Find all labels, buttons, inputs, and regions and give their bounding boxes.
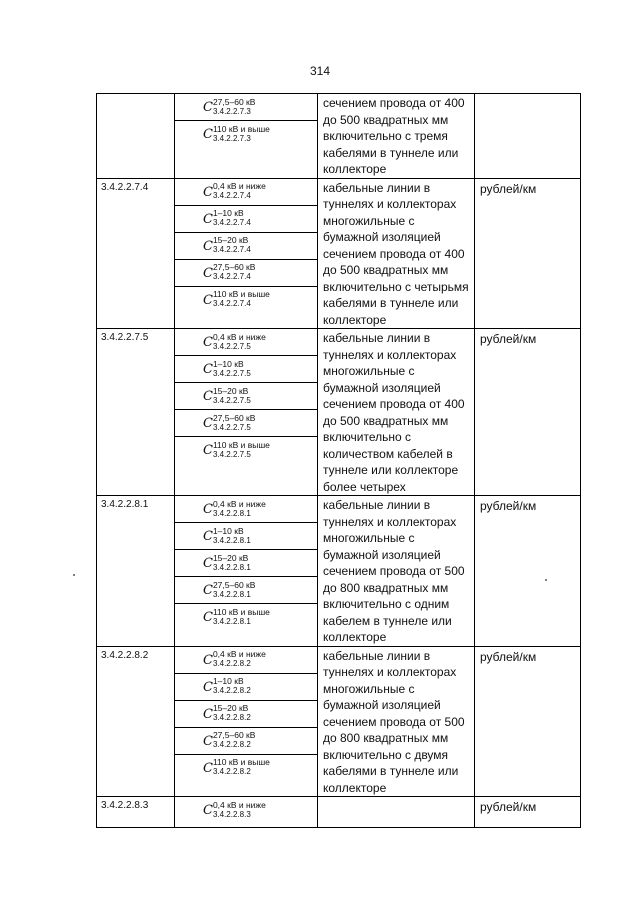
symbol-cell [175, 646, 318, 797]
tariff-symbol [175, 260, 317, 287]
row-unit: рублей/км [475, 178, 581, 329]
symbol-voltage: 27,5–60 кВ [212, 412, 256, 423]
table-row [97, 329, 581, 496]
symbol-index: 3.4.2.2.7.5 [212, 395, 251, 405]
row-unit: рублей/км [475, 329, 581, 496]
symbol-letter: C [203, 529, 213, 544]
row-code: 3.4.2.2.8.1 [97, 496, 175, 647]
symbol-index: 3.4.2.2.8.1 [212, 589, 251, 599]
symbol-voltage: 27,5–60 кВ [212, 579, 256, 590]
symbol-letter: C [203, 502, 213, 517]
symbol-index: 3.4.2.2.7.5 [212, 368, 251, 378]
tariff-symbol [175, 329, 317, 356]
tariff-symbol [175, 604, 317, 640]
symbol-letter: C [203, 610, 213, 625]
tariff-symbol [175, 94, 317, 121]
symbol-cell [175, 329, 318, 496]
symbol-letter: C [203, 706, 213, 722]
symbol-letter: C [203, 733, 213, 749]
symbol-cell [175, 797, 318, 828]
symbol-cell [175, 496, 318, 647]
symbol-voltage: 0,4 кВ и ниже [212, 498, 266, 509]
tariff-symbol [175, 383, 317, 410]
tariff-symbol [175, 496, 317, 523]
symbol-index: 3.4.2.2.7.4 [212, 272, 251, 281]
symbol-index: 3.4.2.2.8.3 [212, 809, 251, 819]
symbol-voltage: 110 кВ и выше [212, 123, 270, 134]
tariff-symbol [175, 523, 317, 550]
tariff-table [96, 93, 581, 828]
symbol-letter: C [203, 679, 213, 695]
symbol-voltage: 110 кВ и выше [212, 439, 270, 450]
symbol-voltage: 0,4 кВ и ниже [212, 799, 266, 810]
symbol-letter: C [203, 211, 213, 227]
row-description [318, 797, 475, 828]
symbol-voltage: 110 кВ и выше [212, 757, 270, 767]
symbol-index: 3.4.2.2.7.3 [212, 106, 251, 116]
symbol-letter: C [203, 416, 213, 431]
row-code: 3.4.2.2.7.5 [97, 329, 175, 496]
row-code [97, 94, 175, 179]
symbol-index: 3.4.2.2.7.4 [212, 299, 251, 308]
tariff-symbol [175, 121, 317, 176]
symbol-letter: C [203, 443, 213, 458]
symbol-index: 3.4.2.2.7.5 [212, 341, 251, 351]
symbol-index: 3.4.2.2.7.5 [212, 449, 251, 459]
tariff-symbol [175, 179, 317, 206]
tariff-symbol [175, 550, 317, 577]
symbol-voltage: 0,4 кВ и ниже [212, 331, 266, 342]
symbol-voltage: 15–20 кВ [212, 703, 249, 713]
row-code: 3.4.2.2.8.3 [97, 797, 175, 828]
symbol-index: 3.4.2.2.8.2 [212, 659, 251, 668]
symbol-index: 3.4.2.2.8.2 [212, 740, 251, 749]
tariff-symbol [175, 233, 317, 260]
symbol-voltage: 1–10 кВ [212, 676, 244, 686]
symbol-voltage: 1–10 кВ [212, 208, 244, 218]
row-unit: рублей/км [475, 496, 581, 647]
symbol-voltage: 27,5–60 кВ [212, 730, 256, 740]
symbol-voltage: 1–10 кВ [212, 525, 244, 536]
tariff-symbol [175, 287, 317, 326]
symbol-index: 3.4.2.2.7.4 [212, 245, 251, 254]
symbol-voltage: 27,5–60 кВ [212, 262, 256, 272]
row-description: сечением провода от 400 до 500 квадратных мм включительно с тремя кабелями в туннеле или коллекторе [318, 94, 475, 179]
symbol-voltage: 1–10 кВ [212, 358, 244, 369]
symbol-letter: C [203, 583, 213, 598]
table-row [97, 496, 581, 647]
symbol-index: 3.4.2.2.7.4 [212, 191, 251, 200]
page-number: 314 [309, 64, 331, 78]
symbol-letter: C [203, 292, 213, 308]
table-row [97, 178, 581, 329]
scan-speck [545, 579, 547, 581]
tariff-symbol [175, 674, 317, 701]
row-unit: рублей/км [475, 797, 581, 828]
symbol-letter: C [203, 556, 213, 571]
symbol-index: 3.4.2.2.8.2 [212, 686, 251, 695]
symbol-letter: C [203, 238, 213, 254]
symbol-index: 3.4.2.2.8.1 [212, 508, 251, 518]
symbol-index: 3.4.2.2.8.2 [212, 767, 251, 776]
symbol-voltage: 15–20 кВ [212, 235, 249, 245]
symbol-voltage: 27,5–60 кВ [212, 96, 256, 107]
tariff-symbol [175, 577, 317, 604]
symbol-letter: C [203, 335, 213, 350]
symbol-letter: C [203, 184, 213, 200]
row-code: 3.4.2.2.7.4 [97, 178, 175, 329]
row-description: кабельные линии в туннелях и коллекторах многожильные с бумажной изоляцией сечением провода от 400 до 500 квадратных мм включительно с количеством кабелей в туннеле или коллекторе более четырех [318, 329, 475, 496]
symbol-index: 3.4.2.2.8.2 [212, 713, 251, 722]
symbol-index: 3.4.2.2.7.4 [212, 218, 251, 227]
tariff-symbol [175, 797, 317, 827]
symbol-letter: C [203, 652, 213, 668]
symbol-letter: C [203, 760, 213, 776]
row-unit: рублей/км [475, 646, 581, 797]
symbol-cell [175, 178, 318, 329]
symbol-index: 3.4.2.2.8.1 [212, 562, 251, 572]
table-row [97, 797, 581, 828]
row-description: кабельные линии в туннелях и коллекторах многожильные с бумажной изоляцией сечением провода от 500 до 800 квадратных мм включительно с одним кабелем в туннеле или коллекторе [318, 496, 475, 647]
tariff-symbol [175, 701, 317, 728]
symbol-letter: C [203, 389, 213, 404]
row-description: кабельные линии в туннелях и коллекторах многожильные с бумажной изоляцией сечением провода от 500 до 800 квадратных мм включительно с двумя кабелями в туннеле или коллекторе [318, 646, 475, 797]
symbol-index: 3.4.2.2.8.1 [212, 616, 251, 626]
tariff-symbol [175, 206, 317, 233]
symbol-index: 3.4.2.2.8.1 [212, 535, 251, 545]
scan-speck [73, 574, 75, 576]
symbol-index: 3.4.2.2.7.3 [212, 133, 251, 143]
tariff-symbol [175, 410, 317, 437]
table-row [97, 94, 581, 179]
tariff-symbol [175, 356, 317, 383]
symbol-letter: C [203, 362, 213, 377]
tariff-symbol [175, 647, 317, 674]
symbol-index: 3.4.2.2.7.5 [212, 422, 251, 432]
tariff-symbol [175, 755, 317, 791]
row-code: 3.4.2.2.8.2 [97, 646, 175, 797]
table-row [97, 646, 581, 797]
symbol-voltage: 15–20 кВ [212, 385, 249, 396]
symbol-cell [175, 94, 318, 179]
symbol-voltage: 15–20 кВ [212, 552, 249, 563]
row-description: кабельные линии в туннелях и коллекторах многожильные с бумажной изоляцией сечением провода от 400 до 500 квадратных мм включительно с четырьмя кабелями в туннеле или коллекторе [318, 178, 475, 329]
symbol-voltage: 110 кВ и выше [212, 606, 270, 617]
symbol-letter: C [203, 127, 213, 142]
symbol-voltage: 0,4 кВ и ниже [212, 181, 266, 191]
symbol-voltage: 110 кВ и выше [212, 289, 270, 299]
symbol-letter: C [203, 803, 213, 818]
symbol-voltage: 0,4 кВ и ниже [212, 649, 266, 659]
tariff-symbol [175, 437, 317, 492]
row-unit [475, 94, 581, 179]
symbol-letter: C [203, 265, 213, 281]
tariff-symbol [175, 728, 317, 755]
symbol-letter: C [203, 100, 213, 115]
